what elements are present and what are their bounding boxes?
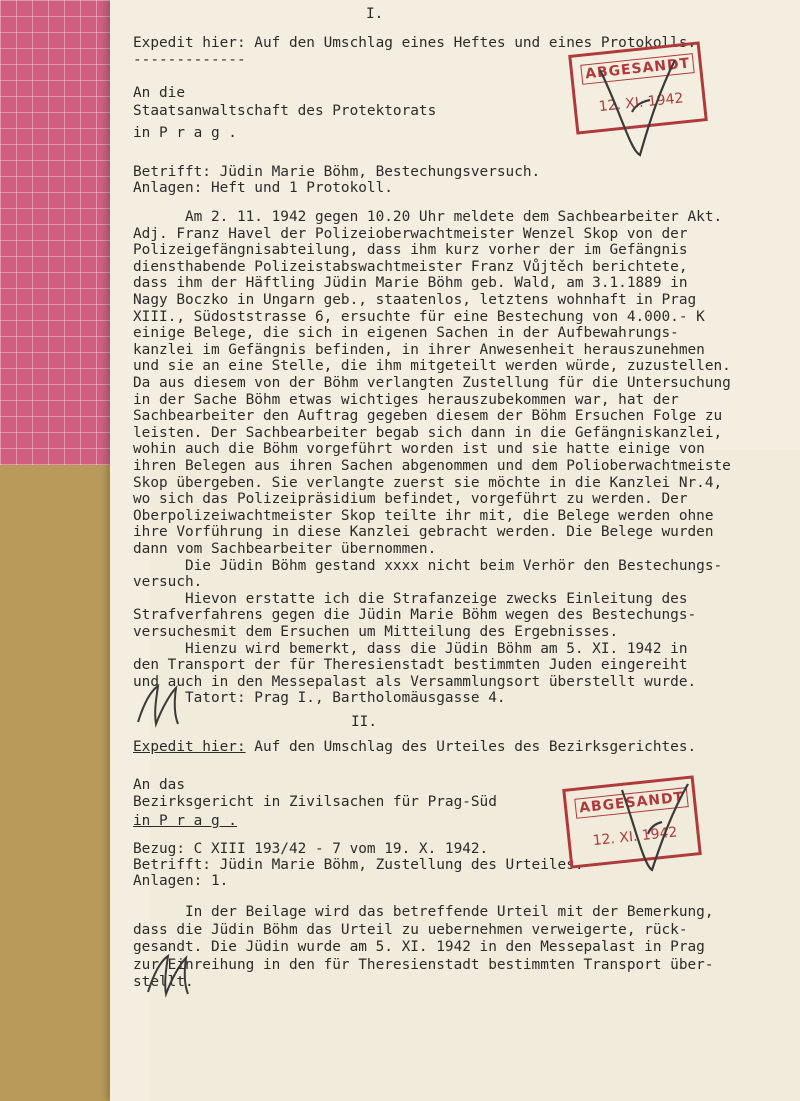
addressee-1-line-1: An die — [133, 85, 185, 101]
body-1-line-29: und auch in den Messepalast als Versammlungsort überstellt wurde. — [133, 673, 697, 690]
initials-mark-1 — [130, 680, 200, 730]
body-1-line-18: wo sich das Polizeipräsidium befindet, vorgeführt zu werden. Der — [133, 491, 688, 508]
section-number-2: II. — [351, 714, 377, 730]
body-1-line-16: ihren Belegen aus ihren Sachen abgenommen und dem Polioberwachtmeiste — [133, 458, 731, 474]
bezug-2: Bezug: C XIII 193/42 - 7 vom 19. X. 1942. — [133, 841, 489, 857]
body-1-line-28: den Transport der für Theresienstadt bestimmten Juden eingereiht — [133, 657, 688, 674]
stamp-date-1: 12. XI. 1942 — [597, 90, 685, 116]
expedit-label-2: Expedit hier: — [133, 739, 246, 755]
section-number-1: I. — [366, 6, 384, 22]
body-1-line-10: und sie an eine Stelle, die ihm mitgeteilt werden würde, zuzustellen. — [133, 358, 731, 375]
anlagen-1: Anlagen: Heft und 1 Protokoll. — [133, 180, 393, 196]
addressee-2-line-2: Bezirksgericht in Zivilsachen für Prag-Süd — [133, 794, 497, 810]
addressee-2-line-1: An das — [133, 777, 185, 793]
expedit-rule-1: ------------- — [133, 52, 246, 68]
expedit-text-2: Auf den Umschlag des Urteiles des Bezirksgerichtes. — [245, 739, 697, 755]
stamp-label-2: ABGESANDT — [574, 787, 689, 819]
addressee-1-line-2: Staatsanwaltschaft des Protektorats — [133, 103, 437, 119]
addressee-1-line-3: in P r a g . — [133, 125, 237, 141]
betrifft-2: Betrifft: Jüdin Marie Böhm, Zustellung des Urteiles. — [133, 857, 584, 873]
signature-mark-1 — [580, 40, 700, 160]
body-1-line-11: Da aus diesem von der Böhm verlangten Zustellung für die Untersuchung — [133, 375, 731, 391]
body-1-line-27: Hienzu wird bemerkt, dass die Jüdin Böhm am 5. XI. 1942 in — [133, 640, 688, 657]
body-1-line-13: Sachbearbeiter den Auftrag gegeben diesem der Böhm Ersuchen Folge zu — [133, 408, 723, 425]
addressee-2-line-3: in P r a g . — [133, 813, 237, 829]
body-2-line-3: gesandt. Die Jüdin wurde am 5. XI. 1942 in den Messepalast in Prag — [133, 939, 705, 955]
expedit-line-1: Expedit hier: Auf den Umschlag eines Heftes und eines Protokolls. — [133, 35, 697, 51]
body-1-line-25: Strafverfahrens gegen die Jüdin Marie Böhm wegen des Bestechungs- — [133, 607, 697, 624]
body-1-line-1: Am 2. 11. 1942 gegen 10.20 Uhr meldete dem Sachbearbeiter Akt. — [133, 209, 723, 225]
initials-mark-2 — [140, 950, 210, 1000]
betrifft-1: Betrifft: Jüdin Marie Böhm, Bestechungsversuch. — [133, 164, 541, 180]
body-1-line-21: dann vom Sachbearbeiter übernommen. — [133, 541, 437, 557]
anlagen-2: Anlagen: 1. — [133, 873, 229, 889]
body-2-line-1: In der Beilage wird das betreffende Urteil mit der Bemerkung, — [133, 904, 714, 920]
body-1-line-22: Die Jüdin Böhm gestand xxxx nicht beim Verhör den Bestechungs- — [133, 557, 723, 574]
stamp-label-1: ABGESANDT — [580, 53, 695, 85]
body-1-line-30: Tatort: Prag I., Bartholomäusgasse 4. — [133, 690, 506, 707]
body-1-line-23: versuch. — [133, 574, 203, 591]
body-1-line-26: versuchesmit dem Ersuchen um Mitteilung des Ergebnisses. — [133, 624, 619, 640]
body-1-line-4: diensthabende Polizeistabswachtmeister Franz Vůjtěch berichtete, — [133, 258, 688, 275]
stamp-date-2: 12. XI. 1942 — [591, 824, 679, 850]
body-1-line-14: leisten. Der Sachbearbeiter begab sich dann in die Gefängniskanzlei, — [133, 424, 723, 441]
body-1-line-24: Hievon erstatte ich die Strafanzeige zwecks Einleitung des — [133, 590, 688, 607]
body-1-line-20: ihre Vorführung in diese Kanzlei gebracht werden. Die Belege wurden — [133, 524, 714, 541]
body-1-line-15: wohin auch die Böhm vorgeführt worden ist und sie hatte einige von — [133, 441, 705, 458]
body-1-line-17: Skop übergeben. Sie verlangte zuerst sie möchte in die Kanzlei Nr.4, — [133, 474, 723, 491]
body-1-line-9: kanzlei im Gefängnis befinden, in ihrer Anwesenheit herauszunehmen — [133, 341, 705, 358]
expedit-line-2 — [133, 738, 696, 756]
body-2-line-2: dass die Jüdin Böhm das Urteil zu uebernehmen verweigerte, rück- — [133, 921, 688, 938]
body-1-line-12: in der Sache Böhm etwas wichtiges herauszubekommen war, hat der — [133, 391, 679, 408]
body-1-line-7: XIII., Südoststrasse 6, ersuchte für eine Bestechung von 4.000.- K — [133, 308, 705, 325]
body-1-line-19: Oberpolizeiwachtmeister Skop teilte ihr mit, die Belege werden ohne — [133, 507, 714, 524]
body-2-line-4: zur Einreihung in den für Theresienstadt bestimmten Transport über- — [133, 956, 714, 973]
body-2-line-5: stellt. — [133, 974, 194, 990]
body-1-line-6: Nagy Boczko in Ungarn geb., staatenlos, letztens wohnhaft in Prag — [133, 292, 697, 308]
body-1-line-5: dass ihm der Häftling Jüdin Marie Böhm geb. Wald, am 3.1.1889 in — [133, 275, 688, 292]
body-1-line-3: Polizeigefängnisabteilung, dass ihm kurz vorher der im Gefängnis — [133, 242, 688, 259]
body-1-line-2: Adj. Franz Havel der Polizeioberwachtmeister Wenzel Skop von der — [133, 225, 688, 242]
signature-mark-2 — [600, 770, 710, 880]
body-1-line-8: einige Belege, die sich in eigenen Sachen in der Aufbewahrungs- — [133, 325, 679, 342]
